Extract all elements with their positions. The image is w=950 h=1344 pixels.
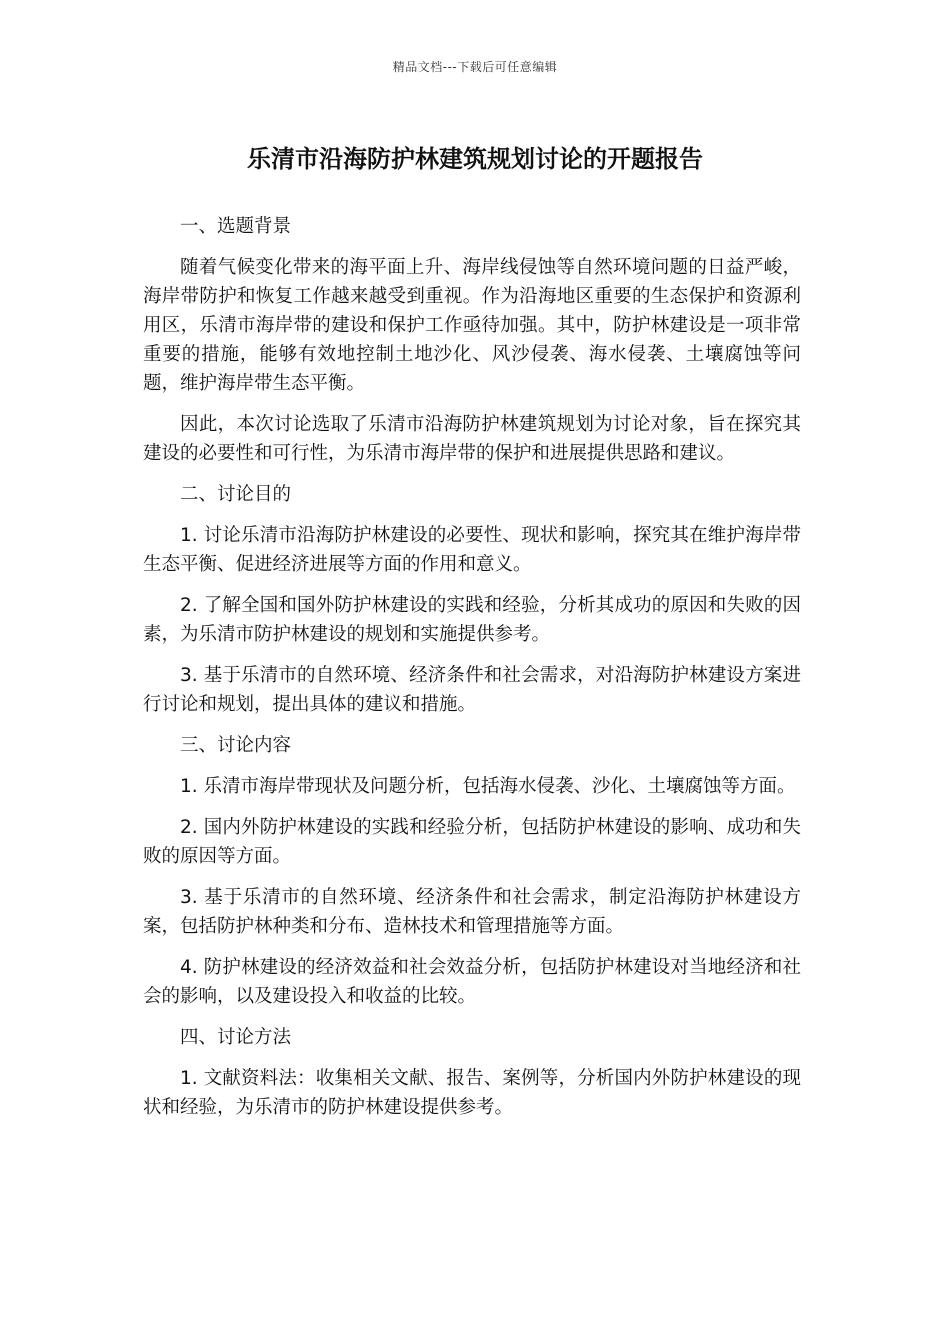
header-note: 精品文档---下载后可任意编辑 bbox=[392, 60, 558, 74]
paragraph: 因此，本次讨论选取了乐清市沿海防护林建筑规划为讨论对象，旨在探究其建设的必要性和可行性，为乐清市海岸带的保护和进展提供思路和建议。 bbox=[143, 414, 801, 464]
section-heading-method: 四、讨论方法 bbox=[180, 1027, 292, 1048]
paragraph: 3. 基于乐清市的自然环境、经济条件和社会需求，对沿海防护林建设方案进行讨论和规划，提出具体的建议和措施。 bbox=[143, 665, 801, 715]
paragraph: 2. 国内外防护林建设的实践和经验分析，包括防护林建设的影响、成功和失败的原因等方面。 bbox=[143, 817, 801, 867]
paragraph: 1. 文献资料法：收集相关文献、报告、案例等，分析国内外防护林建设的现状和经验，为乐清市的防护林建设提供参考。 bbox=[143, 1068, 801, 1118]
document-body bbox=[143, 212, 801, 1134]
section-heading-purpose: 二、讨论目的 bbox=[180, 484, 292, 505]
paragraph: 1. 乐清市海岸带现状及问题分析，包括海水侵袭、沙化、土壤腐蚀等方面。 bbox=[180, 776, 796, 797]
paragraph: 4. 防护林建设的经济效益和社会效益分析，包括防护林建设对当地经济和社会的影响，以及建设投入和收益的比较。 bbox=[143, 957, 801, 1007]
paragraph: 随着气候变化带来的海平面上升、海岸线侵蚀等自然环境问题的日益严峻，海岸带防护和恢复工作越来越受到重视。作为沿海地区重要的生态保护和资源利用区，乐清市海岸带的建设和保护工作亟待加强。其中，防护林建设是一项非常重要的措施，能够有效地控制土地沙化、风沙侵袭、海水侵袭、土壤腐蚀等问题，维护海岸带生态平衡。 bbox=[143, 257, 801, 394]
section-heading-content: 三、讨论内容 bbox=[180, 735, 292, 756]
section-heading-background: 一、选题背景 bbox=[180, 216, 292, 237]
paragraph: 3. 基于乐清市的自然环境、经济条件和社会需求，制定沿海防护林建设方案，包括防护林种类和分布、造林技术和管理措施等方面。 bbox=[143, 887, 801, 937]
paragraph: 2. 了解全国和国外防护林建设的实践和经验，分析其成功的原因和失败的因素，为乐清市防护林建设的规划和实施提供参考。 bbox=[143, 595, 801, 645]
document-title: 乐清市沿海防护林建筑规划讨论的开题报告 bbox=[247, 145, 703, 173]
paragraph: 1. 讨论乐清市沿海防护林建设的必要性、现状和影响，探究其在维护海岸带生态平衡、促进经济进展等方面的作用和意义。 bbox=[143, 525, 801, 575]
